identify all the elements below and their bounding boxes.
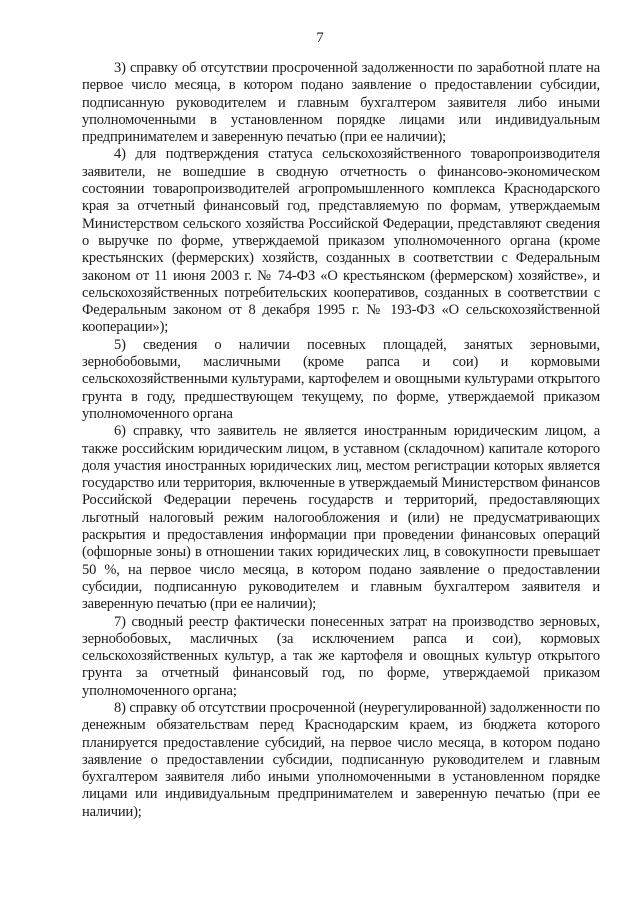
paragraph-item-7: 7) сводный реестр фактически понесенных затрат на производство зерновых, зернобобовых, масличных (за исключением рапса и сои), кормовых сельскохозяйственных культур, а так же картофеля и овощных культур открытого грунта за отчетный финансовый год, по форме, утверждаемой приказом уполномоченного органа; [82,613,600,699]
paragraph-item-8: 8) справку об отсутствии просроченной (неурегулированной) задолженности по денежным обязательствам перед Краснодарским краем, из бюджета которого планируется предоставление субсидий, на первое число месяца, в котором подано заявление о предоставлении субсидии, подписанную руководителем и главным бухгалтером заявителя либо иными уполномоченными в установленном порядке лицами или индивидуальным предпринимателем и заверенную печатью (при ее наличии); [82,699,600,820]
document-body [82,60,600,821]
paragraph-item-6: 6) справку, что заявитель не является иностранным юридическим лицом, а также российским юридическим лицом, в уставном (складочном) капитале которого доля участия иностранных юридических лиц, местом регистрации которых является государство или территория, включенные в утверждаемый Министерством финансов Российской Федерации перечень государств и территорий, предоставляющих льготный налоговый режим налогообложения и (или) не предусматривающих раскрытия и предоставления информации при проведении финансовых операций (офшорные зоны) в отношении таких юридических лиц, в совокупности превышает 50 %, на первое число месяца, в котором подано заявление о предоставлении субсидии, подписанную руководителем и главным бухгалтером заявителя и заверенную печатью (при ее наличии); [82,423,600,613]
paragraph-item-5: 5) сведения о наличии посевных площадей, занятых зерновыми, зернобобовыми, масличными (кроме рапса и сои) и кормовыми сельскохозяйственными культурами, картофелем и овощными культурами открытого грунта в году, предшествующем текущему, по форме, утверждаемой приказом уполномоченного органа [82,336,600,422]
paragraph-item-4: 4) для подтверждения статуса сельскохозяйственного товаропроизводителя заявители, не вошедшие в сводную отчетность о финансово-экономическом состоянии товаропроизводителей агропромышленного комплекса Краснодарского края за отчетный финансовый год, представляемую по формам, утверждаемым Министерством сельского хозяйства Российской Федерации, представляют сведения о выручке по форме, утверждаемой приказом уполномоченного органа (кроме крестьянских (фермерских) хозяйств, созданных в соответствии с Федеральным законом от 11 июня 2003 г. № 74-ФЗ «О крестьянском (фермерском) хозяйстве», и сельскохозяйственных потребительских кооперативов, созданных в соответствии с Федеральным законом от 8 декабря 1995 г. № 193-ФЗ «О сельскохозяйственной кооперации»); [82,146,600,336]
paragraph-item-3: 3) справку об отсутствии просроченной задолженности по заработной плате на первое число месяца, в котором подано заявление о предоставлении субсидии, подписанную руководителем и главным бухгалтером заявителя либо иными уполномоченными в установленном порядке лицами или индивидуальным предпринимателем и заверенную печатью (при ее наличии); [82,60,600,146]
page-number: 7 [316,30,324,46]
